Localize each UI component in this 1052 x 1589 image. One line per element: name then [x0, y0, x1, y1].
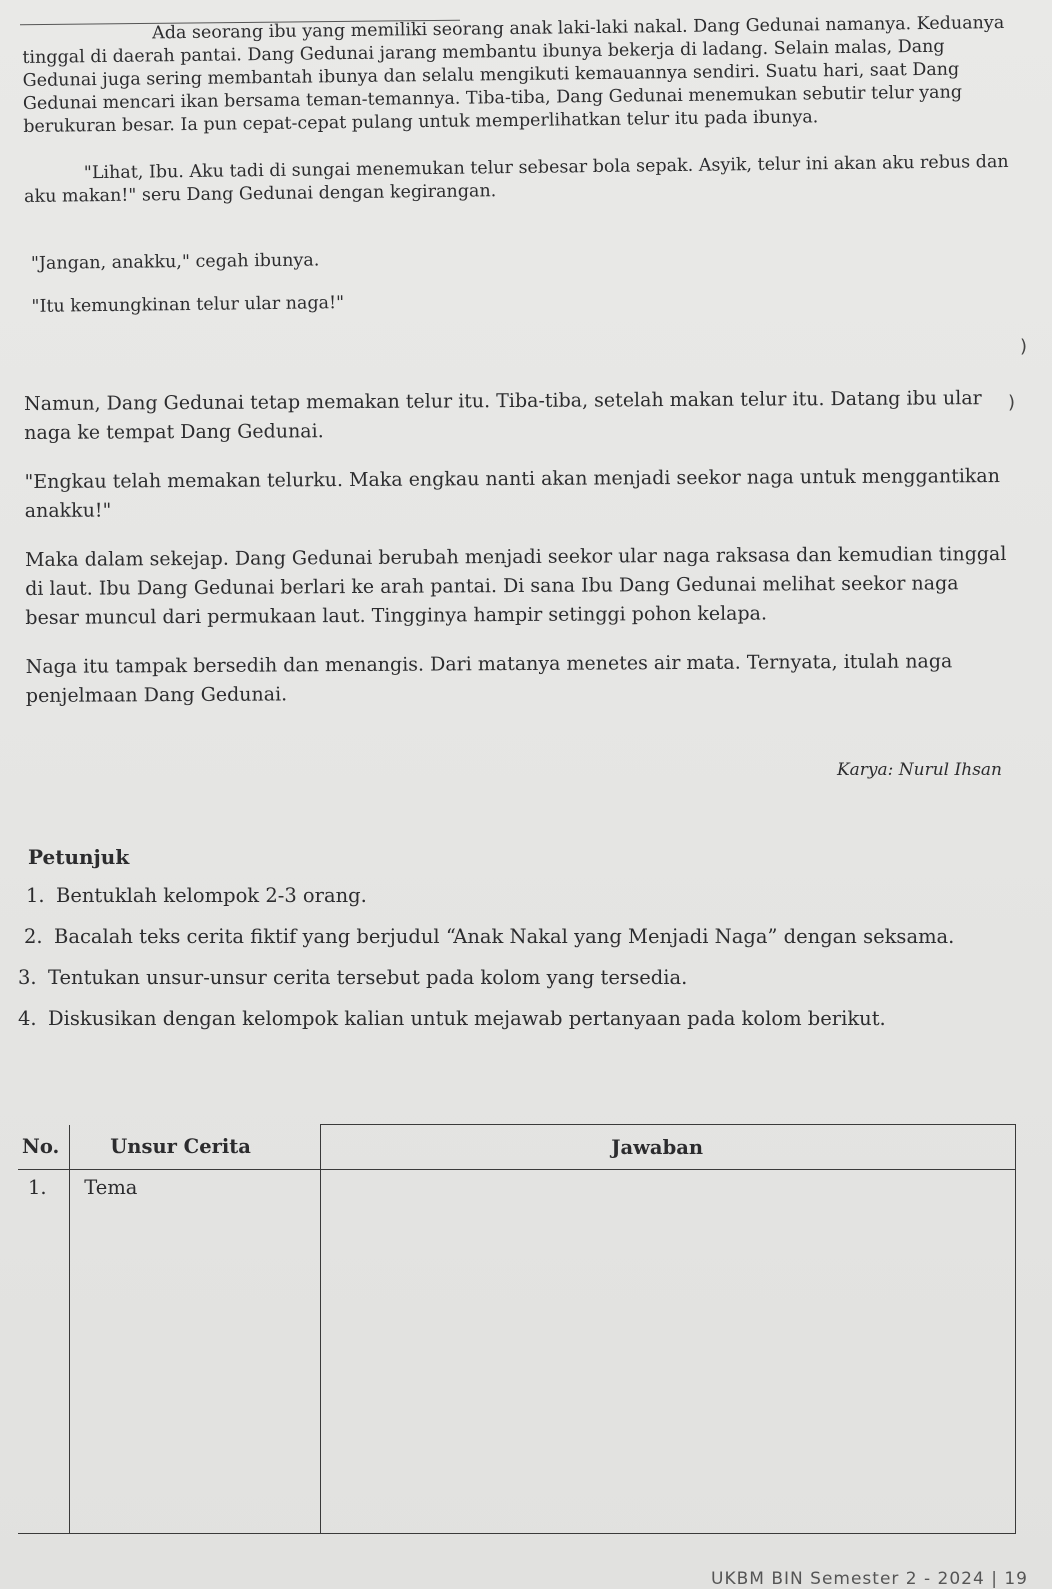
row-element: Tema — [70, 1170, 321, 1534]
story-author: Karya: Nurul Ihsan — [836, 760, 1002, 780]
column-header-unsur: Unsur Cerita — [70, 1125, 321, 1170]
instruction-text: Bacalah teks cerita fiktif yang berjudul “Anak Nakal yang Menjadi Naga” dengan seksama. — [54, 925, 955, 948]
instruction-item — [16, 922, 1016, 951]
column-header-jawaban: Jawaban — [321, 1125, 1016, 1170]
instruction-number: 3. — [18, 966, 37, 989]
instructions-list — [16, 881, 1016, 1033]
instructions-heading: Petunjuk — [28, 845, 130, 869]
instructions-section — [16, 845, 1016, 1045]
instruction-text: Bentuklah kelompok 2-3 orang. — [56, 884, 367, 907]
story-paragraph: "Engkau telah memakan telurku. Maka engkau nanti akan menjadi seekor naga untuk menggantikan anakku!" — [24, 465, 1001, 522]
table-header-row — [18, 1125, 1016, 1170]
story-paragraph: "Itu kemungkinan telur ular naga!" — [31, 293, 345, 317]
story-text-bottom — [24, 384, 1016, 711]
table-row — [18, 1170, 1016, 1534]
margin-mark: ) — [1020, 336, 1028, 357]
story-paragraph: Naga itu tampak bersedih dan menangis. Dari matanya menetes air mata. Ternyata, itulah naga penjelmaan Dang Gedunai. — [25, 650, 953, 707]
page-footer: UKBM BIN Semester 2 - 2024 | 19 — [711, 1569, 1028, 1589]
instruction-number: 2. — [24, 925, 43, 948]
story-paragraph: Namun, Dang Gedunai tetap memakan telur itu. Tiba-tiba, setelah makan telur itu. Datang ibu ular naga ke tempat Dang Gedunai. — [24, 387, 982, 444]
instruction-item — [16, 881, 1016, 910]
answer-cell[interactable] — [321, 1170, 1016, 1534]
row-number: 1. — [18, 1170, 70, 1534]
instruction-item — [16, 1004, 1016, 1033]
instruction-item — [16, 963, 1016, 992]
story-elements-table — [18, 1124, 1016, 1534]
margin-mark: ) — [1008, 392, 1016, 413]
instruction-number: 4. — [18, 1007, 37, 1030]
column-header-no: No. — [18, 1125, 70, 1170]
story-paragraph: "Lihat, Ibu. Aku tadi di sungai menemukan telur sebesar bola sepak. Asyik, telur ini akan aku rebus dan aku makan!" seru Dang Gedunai dengan kegirangan. — [23, 151, 1009, 207]
instruction-text: Tentukan unsur-unsur cerita tersebut pada kolom yang tersedia. — [48, 966, 688, 989]
instruction-text: Diskusikan dengan kelompok kalian untuk mejawab pertanyaan pada kolom berikut. — [48, 1007, 886, 1030]
story-paragraph: "Jangan, anakku," cegah ibunya. — [30, 250, 320, 274]
story-paragraph: Maka dalam sekejap. Dang Gedunai berubah menjadi seekor ular naga raksasa dan kemudian tinggal di laut. Ibu Dang Gedunai berlari ke arah pantai. Di sana Ibu Dang Gedunai melihat seekor naga besar muncul dari permukaan laut. Tingginya hampir setinggi pohon kelapa. — [24, 543, 1007, 629]
instruction-number: 1. — [26, 884, 45, 907]
story-text-top — [22, 12, 1024, 319]
story-paragraph: Ada seorang ibu yang memiliki seorang anak laki-laki nakal. Dang Gedunai namanya. Keduanya tinggal di daerah pantai. Dang Gedunai jarang membantu ibunya bekerja di ladang. Selain malas, Dang Gedunai juga sering membantah ibunya dan selalu mengikuti kemauannya sendiri. Suatu hari, saat Dang Gedunai mencari ikan bersama teman-temannya. Tiba-tiba, Dang Gedunai menemukan sebutir telur yang berukuran besar. Ia pun cepat-cepat pulang untuk memperlihatkan telur itu pada ibunya. — [22, 13, 1005, 137]
